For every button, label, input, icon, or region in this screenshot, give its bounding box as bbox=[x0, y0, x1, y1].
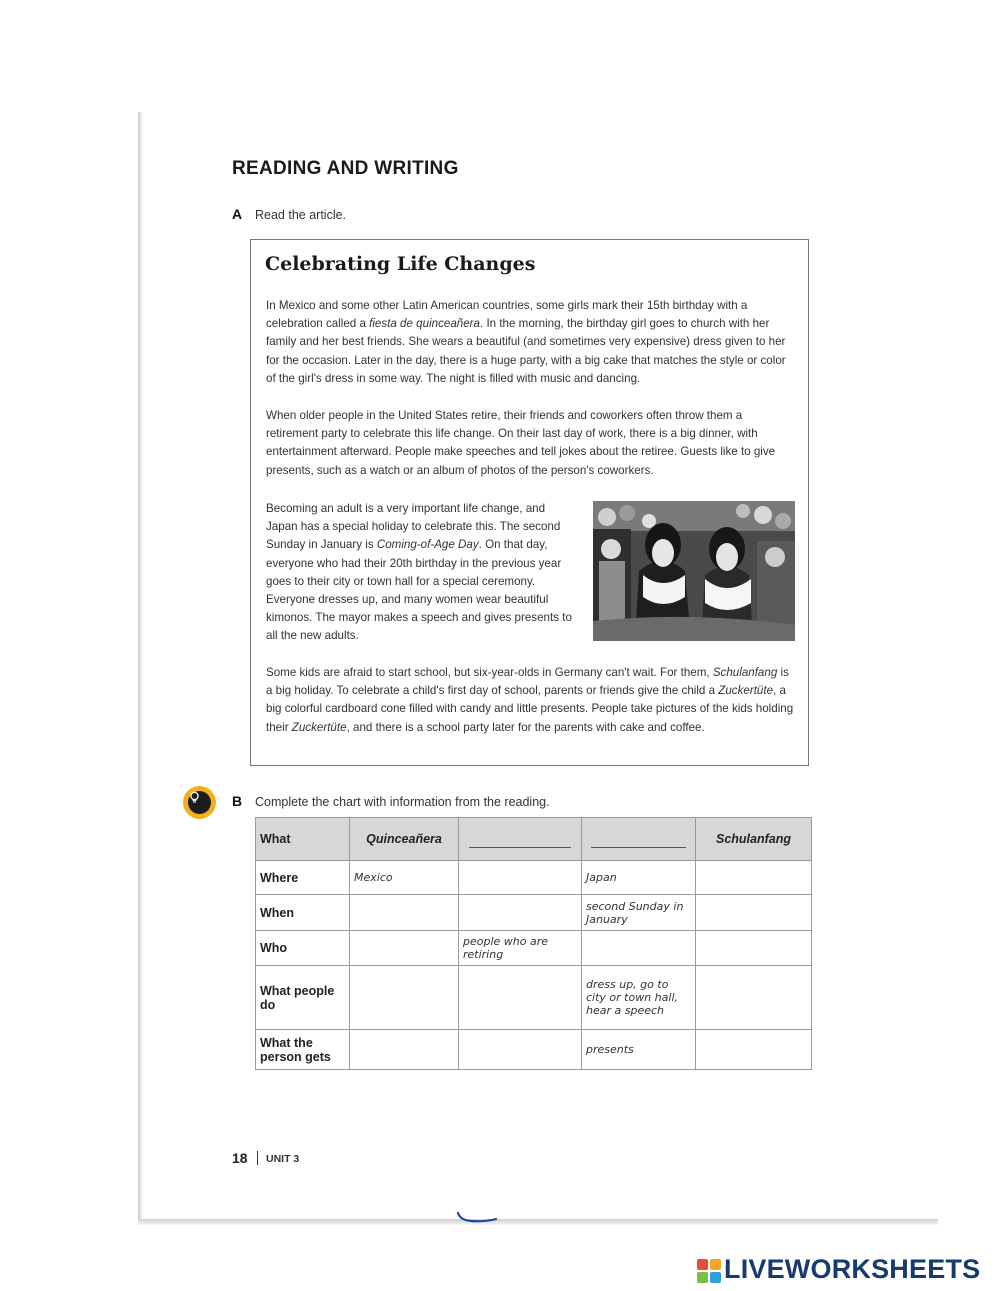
table-row bbox=[256, 1030, 812, 1070]
part-b-letter: B bbox=[232, 793, 243, 809]
chart-header-schulanfang: Schulanfang bbox=[696, 818, 812, 861]
brand-name: LIVEWORKSHEETS bbox=[724, 1254, 981, 1284]
answer-cell[interactable]: Mexico bbox=[350, 861, 459, 895]
answer-cell[interactable]: second Sunday in January bbox=[582, 895, 696, 931]
answer-cell[interactable] bbox=[696, 895, 812, 931]
coming-of-age-photo bbox=[593, 501, 795, 641]
chart-header-what: What bbox=[256, 818, 350, 861]
answer-cell[interactable] bbox=[696, 1030, 812, 1070]
table-row bbox=[256, 931, 812, 966]
answer-cell[interactable] bbox=[696, 966, 812, 1030]
answer-cell[interactable] bbox=[350, 895, 459, 931]
unit-label: UNIT 3 bbox=[266, 1153, 300, 1165]
row-label-when: When bbox=[256, 895, 350, 931]
page-edge-bottom bbox=[138, 1219, 938, 1225]
answer-cell[interactable] bbox=[459, 1030, 582, 1070]
answer-cell[interactable] bbox=[696, 931, 812, 966]
answer-cell[interactable]: people who are retiring bbox=[459, 931, 582, 966]
article-paragraph-coming-of-age: Becoming an adult is a very important life change, and Japan has a special holiday to celebrate this. The second Sunday in January is Coming-of-Age Day. On that day, everyone who had their 20th birthday in the previous year goes to their city or town hall for a special ceremony. Everyone dresses up, and many women wear beautiful kimonos. The mayor makes a speech and gives presents to all the new adults. bbox=[266, 502, 572, 643]
celebration-chart bbox=[255, 817, 812, 1070]
row-label-what-people-do: What people do bbox=[256, 966, 350, 1030]
table-row bbox=[256, 861, 812, 895]
answer-cell[interactable] bbox=[350, 1030, 459, 1070]
answer-cell[interactable] bbox=[350, 931, 459, 966]
answer-cell[interactable]: presents bbox=[582, 1030, 696, 1070]
answer-cell[interactable]: Japan bbox=[582, 861, 696, 895]
table-row bbox=[256, 895, 812, 931]
answer-cell[interactable] bbox=[350, 966, 459, 1030]
chart-header-quinceanera: Quinceañera bbox=[350, 818, 459, 861]
answer-cell[interactable] bbox=[459, 861, 582, 895]
article-paragraph-quinceanera: In Mexico and some other Latin American countries, some girls mark their 15th birthday with a celebration called a fiesta de quinceañera. In the morning, the birthday girl goes to church with her family and her best friends. She wears a beautiful (and sometimes very expensive) dress given to her for the occasion. Later in the day, there is a huge party, with a big cake that matches the style or color of the girl's dress in some way. The night is filled with music and dancing. bbox=[266, 299, 786, 385]
chart-header-blank-2[interactable] bbox=[582, 818, 696, 861]
lightbulb-icon bbox=[188, 791, 211, 814]
article-title: Celebrating Life Changes bbox=[265, 253, 536, 275]
section-title: READING AND WRITING bbox=[232, 158, 459, 179]
pen-stroke-mark bbox=[455, 1210, 499, 1226]
answer-cell[interactable] bbox=[582, 931, 696, 966]
row-label-where: Where bbox=[256, 861, 350, 895]
answer-cell[interactable]: dress up, go to city or town hall, hear a speech bbox=[582, 966, 696, 1030]
answer-cell[interactable] bbox=[459, 895, 582, 931]
page-number: 18 bbox=[232, 1150, 248, 1166]
page-edge-left bbox=[138, 112, 142, 1224]
row-label-who: Who bbox=[256, 931, 350, 966]
liveworksheets-logo-icon bbox=[697, 1259, 721, 1283]
table-row bbox=[256, 966, 812, 1030]
row-label-what-the-person-gets: What the person gets bbox=[256, 1030, 350, 1070]
blank-answer-line[interactable] bbox=[469, 839, 572, 848]
footer-divider bbox=[257, 1151, 258, 1165]
blank-answer-line[interactable] bbox=[591, 839, 686, 848]
part-b-instruction: Complete the chart with information from the reading. bbox=[255, 795, 550, 809]
article-paragraph-schulanfang: Some kids are afraid to start school, but six-year-olds in Germany can't wait. For them, Schulanfang is a big holiday. To celebrate a child's first day of school, parents or friends give the child a Zuckertüte, a big colorful cardboard cone filled with candy and little presents. People take pictures of the kids holding their Zuckertüte, and there is a school party later for the parents with cake and coffee. bbox=[266, 666, 794, 734]
part-a-letter: A bbox=[232, 206, 243, 222]
chart-header-row bbox=[256, 818, 812, 861]
answer-cell[interactable] bbox=[696, 861, 812, 895]
chart-header-blank-1[interactable] bbox=[459, 818, 582, 861]
article-paragraph-retirement: When older people in the United States retire, their friends and coworkers often throw them a retirement party to celebrate this life change. On their last day of work, there is a big dinner, with entertainment afterward. People make speeches and tell jokes about the retiree. Guests like to give presents, such as a watch or an album of photos of the person's coworkers. bbox=[266, 409, 776, 477]
answer-cell[interactable] bbox=[459, 966, 582, 1030]
part-a-instruction: Read the article. bbox=[255, 208, 347, 222]
